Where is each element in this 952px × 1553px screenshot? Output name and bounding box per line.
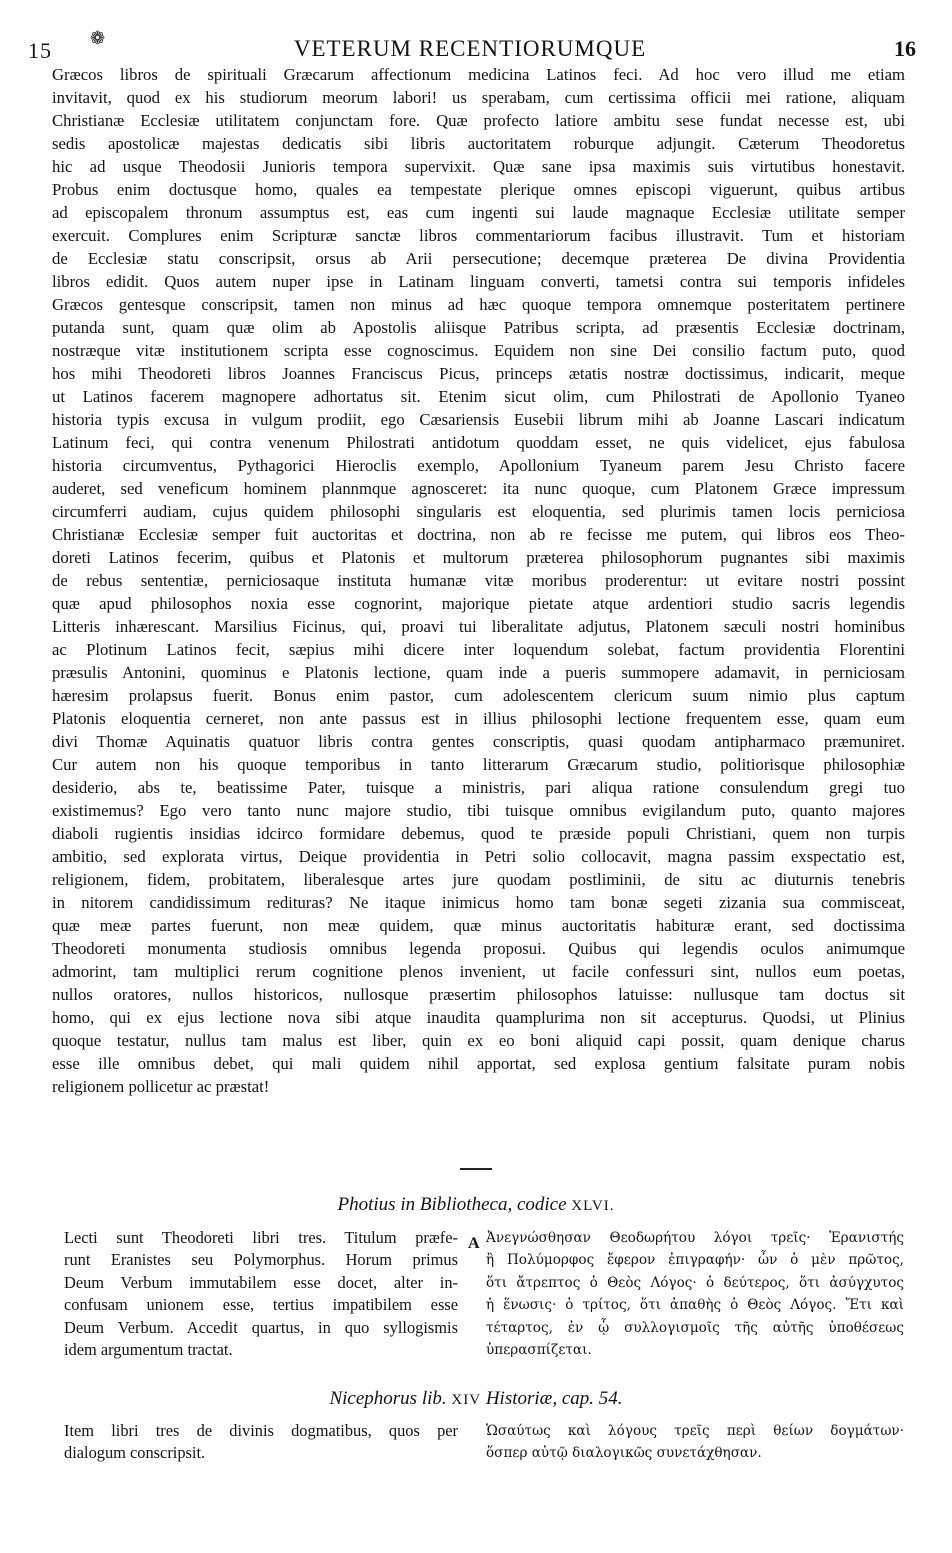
text-line: desiderio, abs te, beatissime Pater, tuisque a ministris, pari aliqua ratione consulendum gregi tuo (52, 778, 905, 797)
latin-text-line: confusam unionem esse, tertius impatibilem esse (64, 1295, 458, 1315)
greek-text-line: ἢ Πολύμορφος ἔφερον ἐπιγραφήν· ὧν ὁ μὲν πρῶτος, (486, 1252, 904, 1269)
page-header (28, 28, 916, 64)
text-line: religionem, fidem, probitatem, liberalesque artes jure quodam postliminii, de situ ac diuturnis tenebris (52, 870, 905, 889)
text-line: Litteris inhærescant. Marsilius Ficinus, qui, proavi tui liberalitate adjutus, Platonem sæculi nostri hominibus (52, 617, 905, 636)
text-line: de rebus sententiæ, perniciosaque instituta humanæ vitæ moribus proderentur: ut evitare nostri possint (52, 571, 905, 590)
nicephorus-heading (0, 1388, 952, 1410)
greek-text-line: Ἀνεγνώσθησαν Θεοδωρήτου λόγοι τρεῖς· Ἐρανιστής (486, 1230, 904, 1246)
text-line: religionem pollicetur ac præstat! (52, 1077, 270, 1096)
page-number-left: 15 (28, 38, 52, 63)
nicephorus-heading-right: Historiæ, cap. 54. (485, 1388, 623, 1409)
text-line: nullos oratores, nullos historicos, nullosque præsertim philosophos latuisse: nullusque tam doctus sit (52, 985, 905, 1004)
text-line: admorint, tam multiplici rerum cognitione plenos invenient, ut facile confessuri sint, nullos eum poetas, (52, 962, 905, 981)
text-line: Christianæ Ecclesiæ semper fuit auctoritas et doctrina, non ab re fecisse me putem, qui libros eos Theo- (52, 525, 905, 544)
text-line: esse ille omnibus debet, qui mali quidem nihil apportat, sed explosa gentium falsitate puram nobis (52, 1054, 905, 1073)
running-title: VETERUM RECENTIORUMQUE (293, 36, 647, 61)
nicephorus-heading-book: XIV (451, 1392, 482, 1408)
text-line: homo, qui ex ejus lectione nova sibi atque inaudita quamplurima non sit accepturus. Quodsi, ut Plinius (52, 1008, 905, 1027)
text-line: historia typis excusa in vulgum prodiit, ego Cæsariensis Eusebii librum mihi ab Joanne Lascari indicatum (52, 410, 905, 429)
text-line: doreti Latinos fecerim, quibus et Platonis et multorum præterea philosophorum pugnantes sibi maximis (52, 548, 905, 567)
text-line: Platonis eloquentia cerneret, non ante passus est in illius philosophi lectione frequentem esse, quam eum (52, 709, 905, 728)
greek-text-line: ὑπερασπίζεται. (486, 1342, 592, 1359)
text-line: Græcos libros de spirituali Græcarum affectionum medicina Latinos feci. Ad hoc vero illud me etiam (52, 65, 905, 84)
text-line: quæ meæ partes fuerunt, non meæ quidem, quæ minus auctoritatis habituræ erant, sed doctissima (52, 916, 905, 935)
photius-heading-text: Photius in Bibliotheca, codice (337, 1194, 567, 1215)
latin-text-line: runt Eranistes seu Polymorphus. Horum primus (64, 1250, 458, 1270)
text-line: in nitorem candidissimum redituras? Ne itaque inimicus homo tam bonæ segeti zizania sua commisceat, (52, 893, 905, 912)
greek-text-line: ἡ ἕνωσις· ὁ τρίτος, ὅτι ἀπαθὴς ὁ Θεὸς Λόγος. Ἔτι καὶ (486, 1297, 904, 1314)
text-line: præsulis Antonini, quominus e Platonis lectione, quam inde a pueris summopere adamavit, in perniciosam (52, 663, 905, 682)
text-line: auderet, sed veneficum hominem plannmque agnosceret: ita nunc quoque, cum Platonem Græce impressum (52, 479, 905, 498)
page-number-right: 16 (894, 36, 916, 61)
text-line: libros edidit. Quos autem nuper ipse in Latinam linguam converti, tametsi contra sui temporis infideles (52, 272, 905, 291)
text-line: hæresim prolapsus fuerit. Bonus enim pastor, cum adolescentem clericum suum nimio plus captum (52, 686, 905, 705)
ornament-icon: ❁ (90, 28, 106, 48)
text-line: divi Thomæ Aquinatis quatuor libris contra gentes conscriptis, quasi quodam antipharmaco præmuniret. (52, 732, 905, 751)
latin-text-line: idem argumentum tractat. (64, 1340, 233, 1360)
text-line: ambitio, sed explorata virtus, Deique providentia in Petri solio collocavit, magna passim exspectatio est, (52, 847, 905, 866)
text-line: Cur autem non his quoque temporibus in tanto litterarum Græcarum studio, politiorisque philosophiæ (52, 755, 905, 774)
text-line: exercuit. Complures enim Scripturæ sanctæ libros commentariorum facibus illustravit. Tum et historiam (52, 226, 905, 245)
latin-text-line: Lecti sunt Theodoreti libri tres. Titulum præfe- (64, 1228, 458, 1247)
text-line: de Ecclesiæ statu conscripsit, orsus ab Arii persecutione; decemque præterea De divina Providentia (52, 249, 905, 268)
greek-text-line: ὅτι ἄτρεπτος ὁ Θεὸς Λόγος· ὁ δεύτερος, ὅτι ἀσύγχυτος (486, 1274, 904, 1291)
photius-heading (0, 1194, 952, 1216)
text-line: hic ad usque Theodosii Junioris tempora supervixit. Quæ sane ipsa maximis suis virtutibus honestavit. (52, 157, 905, 176)
section-divider (460, 1168, 492, 1170)
photius-heading-codex: XLVI. (571, 1198, 615, 1214)
latin-text-line: Deum Verbum immutabilem esse docet, alter in- (64, 1272, 458, 1292)
greek-text-line: ὅσπερ αὐτῷ διαλογικῶς συνετάχθησαν. (486, 1445, 762, 1462)
nicephorus-greek-column (486, 1420, 904, 1465)
nicephorus-latin-column (64, 1420, 458, 1465)
photius-latin-column (64, 1227, 458, 1361)
latin-text-line: dialogum conscripsit. (64, 1443, 206, 1463)
text-line: ac Plotinum Latinos fecit, sæpius mihi dicere inter loquendum solebat, factum providentia Florentini (52, 640, 905, 659)
text-line: diaboli rugientis insidias idcirco formidare debemus, quod te præside populi Christiani, quem non turpis (52, 824, 905, 843)
main-body-text (52, 63, 905, 1098)
text-line: quæ apud philosophos noxia esse cognorint, majorique pietate atque ardentiori studio sacris legendis (52, 594, 905, 613)
text-line: Græcos gentesque conscripsit, tamen non minus ad hæc quoque tempora omnemque posteritatem pertinere (52, 295, 905, 314)
text-line: Theodoreti monumenta studiosis omnibus legenda proposui. Quibus qui legendis oculos animumque (52, 939, 905, 958)
text-line: ad episcopalem thronum assumptus est, eas cum ingenti sui laude magnaque Ecclesiæ utilitate semper (52, 203, 905, 222)
text-line: Probus enim doctusque homo, quales ea tempestate plerique omnes episcopi viguerunt, quibus artibus (52, 180, 905, 199)
text-line: historia circumventus, Pythagorici Hieroclis exemplo, Apollonium Tyaneum parem Jesu Christo facere (52, 456, 905, 475)
text-line: putanda sunt, quam quæ olim ab Apostolis aliisque Patribus scripta, ad præsentis Ecclesiæ doctrinam, (52, 318, 905, 337)
latin-text-line: Deum Verbum. Accedit quartus, in quo syllogismis (64, 1317, 458, 1337)
photius-greek-column (486, 1227, 904, 1361)
greek-text-line: τέταρτος, ἐν ᾧ συλλογισμοῖς τῆς αὐτῆς ὑποθέσεως (486, 1319, 904, 1336)
text-line: ut Latinos facerem magnopere adhortatus sit. Etenim sicut olim, cum Philostrati de Apollonio Tyaneo (52, 387, 905, 406)
greek-text-line: Ὡσαύτως καὶ λόγους τρεῖς περὶ θείων δογμάτων· (486, 1423, 904, 1439)
marginal-letter: A (468, 1235, 480, 1252)
text-line: invitavit, quod ex his studiorum meorum labori! us sperabam, cum certissima officii mei ratione, aliquam (52, 88, 905, 107)
text-line: quoque testatur, nullus tam malus est liber, quin ex eo boni aliquid capi possit, quam denique charus (52, 1031, 905, 1050)
text-line: sedis apostolicæ majestas dedicatis sibi libris auctoritatem roburque adjungit. Cæterum Theodoretus (52, 134, 905, 153)
text-line: hos mihi Theodoreti libros Joannes Franciscus Picus, princeps ætatis nostræ doctissimus, indicarit, meque (52, 364, 905, 383)
text-line: Latinum feci, qui contra venenum Philostrati antidotum quoddam esset, ne quis videlicet, ejus fabulosa (52, 433, 905, 452)
text-line: nostræque vitæ institutionem scripta esse cognoscimus. Equidem non sine Dei consilio factum puto, quod (52, 341, 905, 360)
nicephorus-heading-left: Nicephorus lib. (329, 1388, 447, 1409)
text-line: existimemus? Ego vero tanto nunc majore studio, tibi tuisque omnibus evigilandum puto, quanto majores (52, 801, 905, 820)
latin-text-line: Item libri tres de divinis dogmatibus, quos per (64, 1421, 458, 1440)
text-line: circumferri audiam, cujus quidem philosophi singularis est eloquentia, sed plurimis tamen locis perniciosa (52, 502, 905, 521)
text-line: Christianæ Ecclesiæ utilitatem conjunctam fore. Quæ profecto latiore ambitu sese fundat necesse est, ubi (52, 111, 905, 130)
